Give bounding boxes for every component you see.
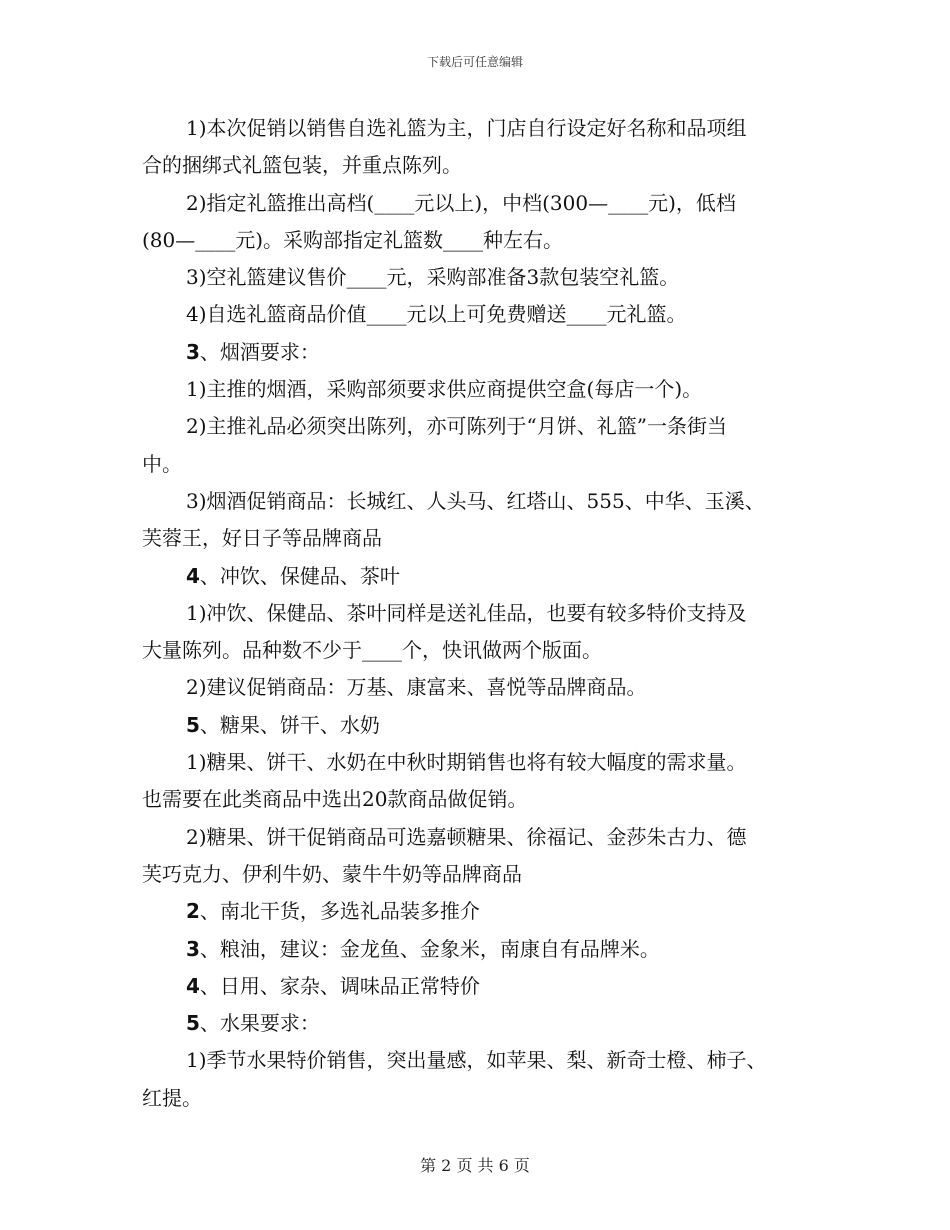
line-text: 1)冲饮、保健品、茶叶同样是送礼佳品，也要有较多特价支持及 [186,600,747,625]
line-text: 芙巧克力、伊利牛奶、蒙牛牛奶等品牌商品 [142,861,522,886]
line-text: 1)糖果、饼干、水奶在中秋时期销售也将有较大幅度的需求量。 [186,750,747,775]
text-line [142,781,810,818]
text-line [142,1042,810,1079]
line-text: 2)主推礼品必须突出陈列，亦可陈列于“月饼、礼篮”一条街当 [186,414,727,439]
text-line [142,744,810,781]
text-line [142,185,810,222]
text-line [142,669,810,706]
text-line [142,110,810,147]
text-line [142,259,810,296]
text-line [142,334,810,371]
line-text: 2)指定礼篮推出高档(____元以上)，中档(300—____元)，低档 [186,190,736,215]
section-number: 5 [186,712,200,737]
line-text: 芙蓉王，好日子等品牌商品 [142,526,382,551]
text-line [142,893,810,930]
text-line [142,1080,810,1117]
text-line [142,595,810,632]
line-text: 2)糖果、饼干促销商品可选嘉顿糖果、徐福记、金莎朱古力、德 [186,824,747,849]
section-number: 2 [186,899,200,924]
text-line [142,819,810,856]
text-line [142,968,810,1005]
text-line [142,856,810,893]
text-line [142,1005,810,1042]
text-line [142,446,810,483]
text-line [142,222,810,259]
line-text: 、日用、家杂、调味品正常特价 [199,973,480,998]
page-footer: 第 2 页 共 6 页 [420,1156,530,1175]
section-number: 5 [186,1011,200,1036]
text-line [142,296,810,333]
document-body [142,110,810,1117]
line-text: 1)季节水果特价销售，突出量感，如苹果、梨、新奇士橙、柿子、 [186,1048,767,1073]
line-text: 、粮油，建议：金龙鱼、金象米，南康自有品牌米。 [199,936,660,961]
line-text: 、烟酒要求： [199,339,320,364]
line-text: 、南北干货，多选礼品装多推介 [199,899,480,924]
line-text: 1)主推的烟酒，采购部须要求供应商提供空盒(每店一个)。 [186,377,703,402]
text-line [142,707,810,744]
line-text: 、冲饮、保健品、茶叶 [199,563,400,588]
line-text: (80—____元)。采购部指定礼篮数____种左右。 [142,227,564,252]
text-line [142,483,810,520]
line-text: 中。 [142,451,182,476]
text-line [142,931,810,968]
line-text: 1)本次促销以销售自选礼篮为主，门店自行设定好名称和品项组 [186,116,747,140]
section-number: 3 [186,339,200,364]
line-text: 4)自选礼篮商品价值____元以上可免费赠送____元礼篮。 [186,302,687,327]
text-line [142,147,810,184]
line-text: 大量陈列。品种数不少于____个，快讯做两个版面。 [142,638,602,663]
line-text: 、水果要求： [199,1011,320,1036]
line-text: 红提。 [142,1085,202,1110]
text-line [142,371,810,408]
page-header: 下载后可任意编辑 [426,55,523,69]
line-text: 也需要在此类商品中选出20款商品做促销。 [142,787,528,812]
section-number: 4 [186,563,200,588]
line-text: 合的捆绑式礼篮包装，并重点陈列。 [142,153,462,178]
line-text: 3)烟酒促销商品：长城红、人头马、红塔山、555、中华、玉溪、 [186,488,765,513]
line-text: 2)建议促销商品：万基、康富来、喜悦等品牌商品。 [186,675,647,700]
text-line [142,520,810,557]
text-line [142,408,810,445]
section-number: 3 [186,936,200,961]
section-number: 4 [186,973,200,998]
text-line [142,632,810,669]
line-text: 、糖果、饼干、水奶 [199,712,380,737]
text-line [142,558,810,595]
line-text: 3)空礼篮建议售价____元，采购部准备3款包装空礼篮。 [186,265,680,290]
